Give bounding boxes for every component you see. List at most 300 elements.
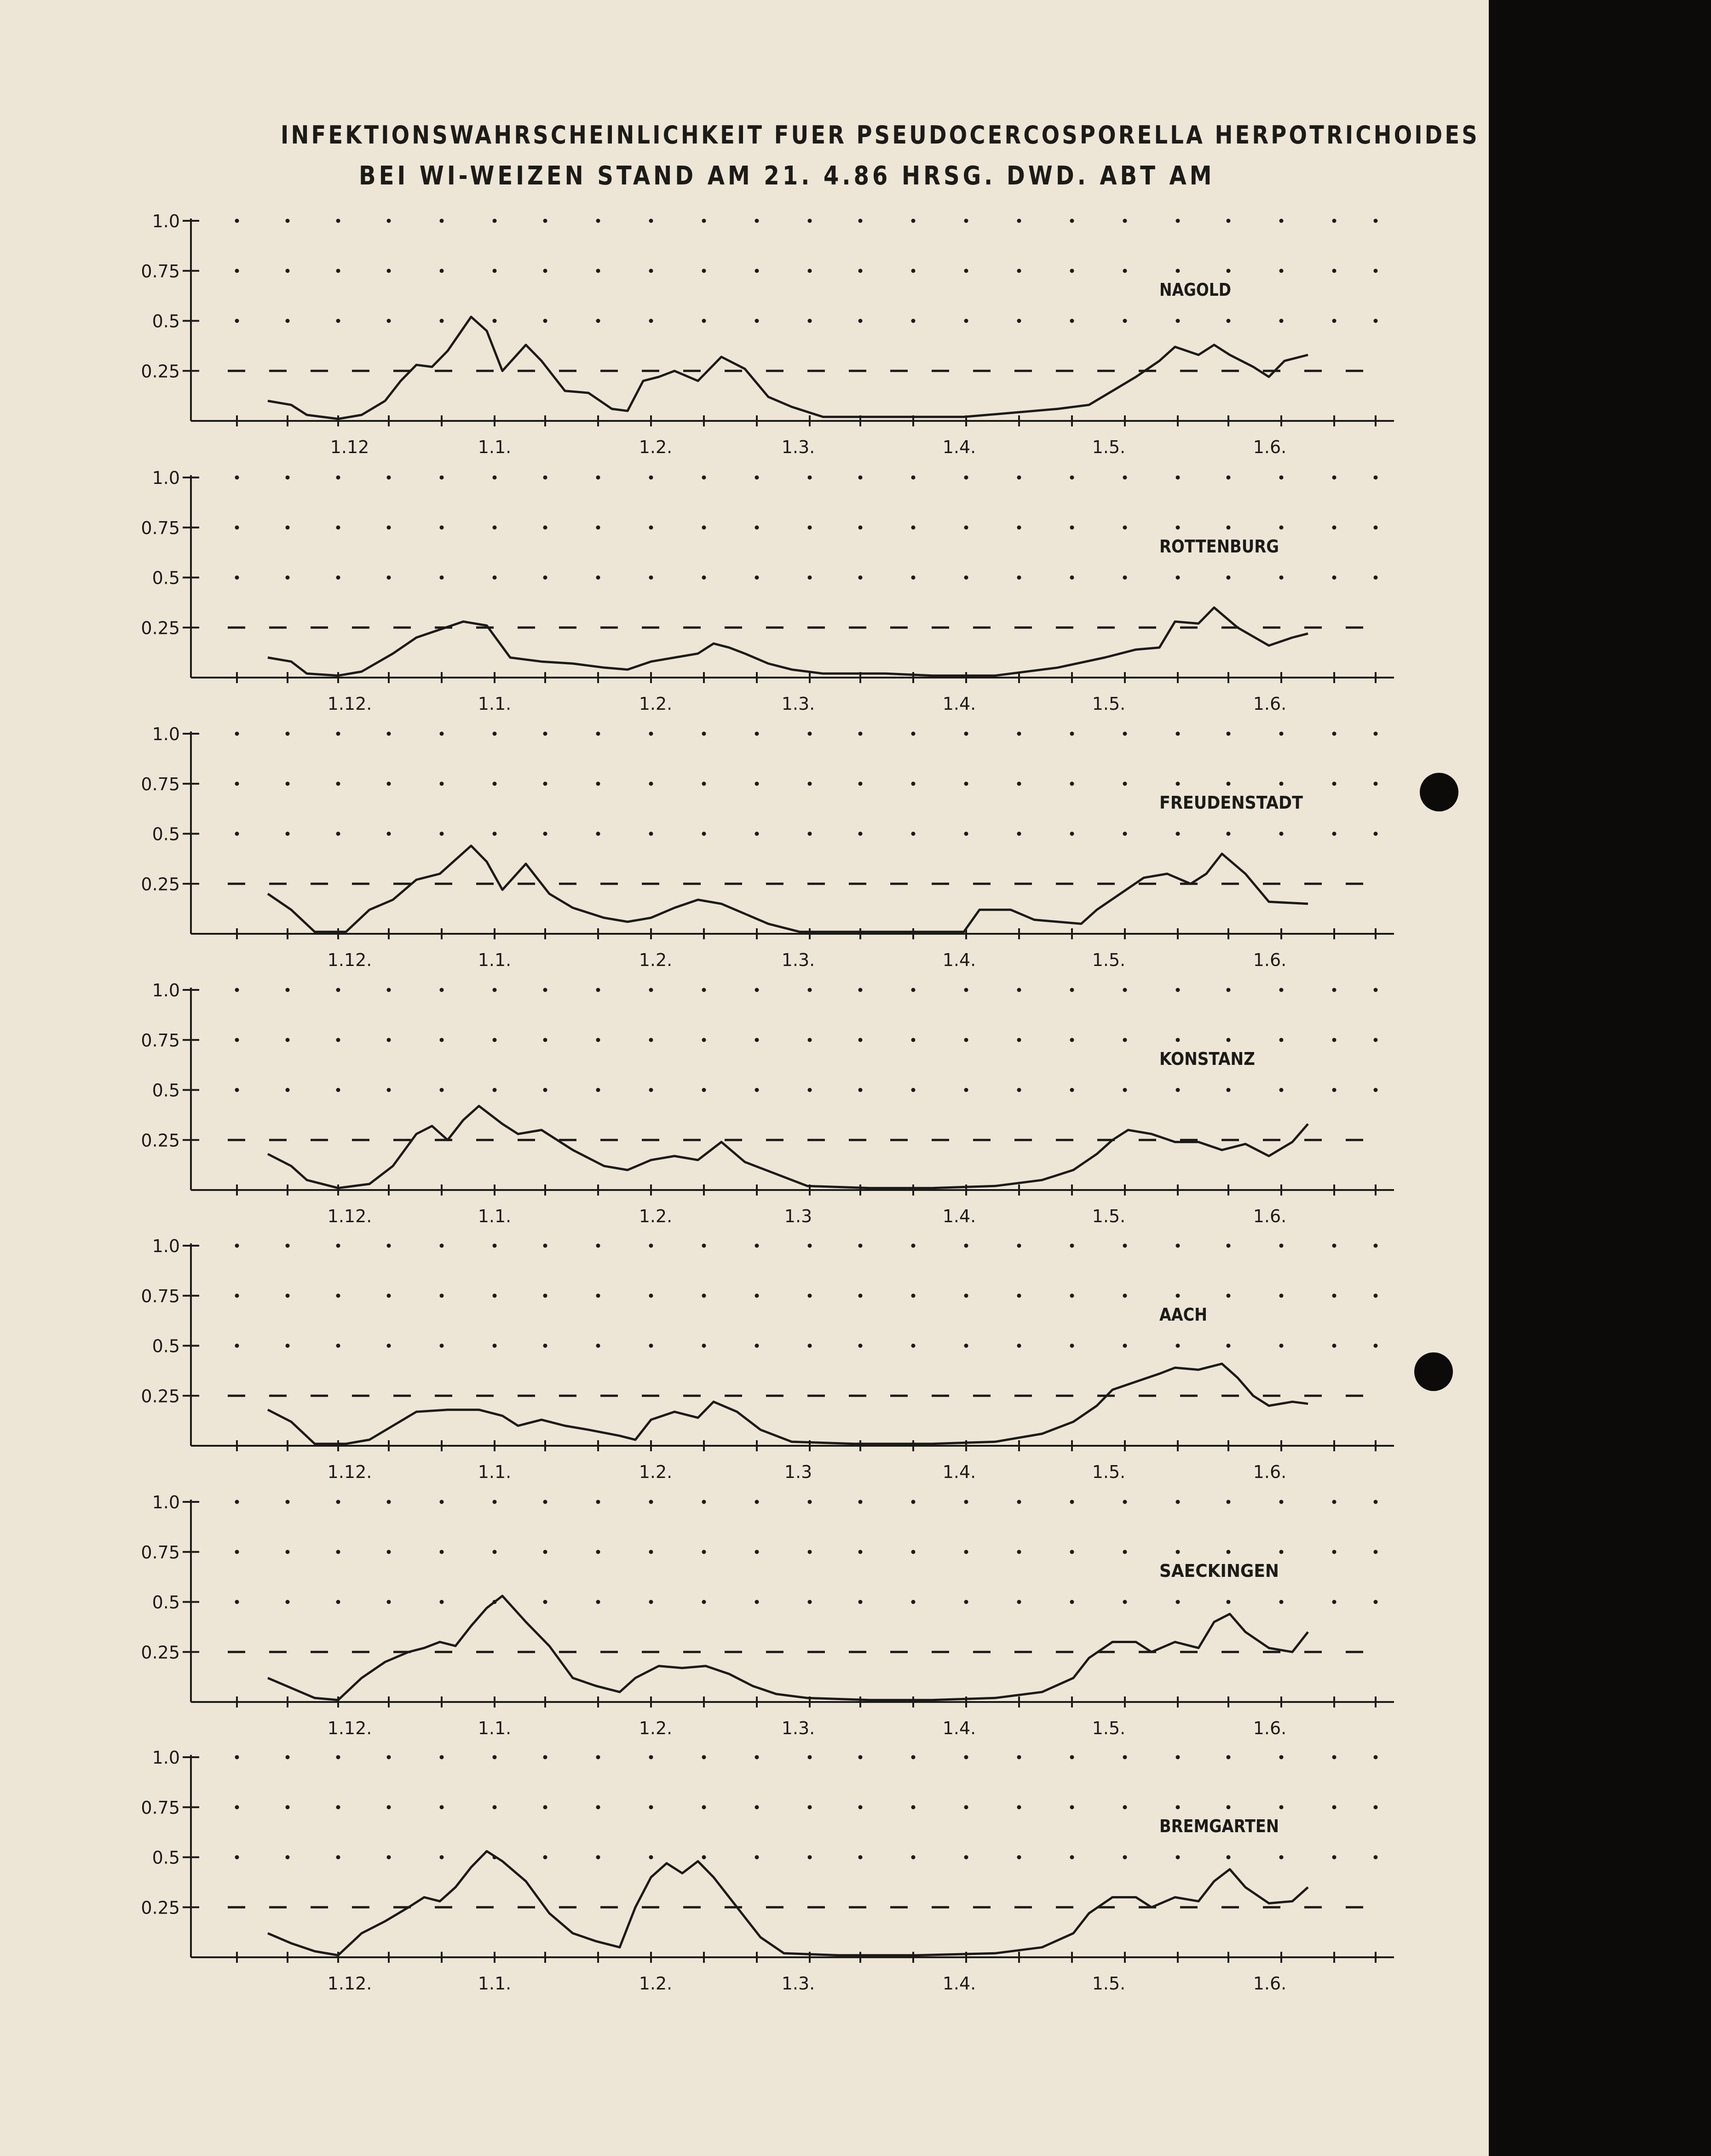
grid-dot: [808, 269, 812, 273]
grid-dot: [649, 575, 653, 580]
panel-bremgarten: [141, 1748, 1394, 1994]
grid-dot: [1176, 319, 1180, 323]
grid-dot: [1227, 1244, 1231, 1248]
grid-dot: [1374, 1088, 1378, 1092]
grid-dot: [1176, 476, 1180, 480]
grid-dot: [1279, 1088, 1284, 1092]
grid-dot: [596, 1294, 600, 1298]
grid-dot: [964, 575, 968, 580]
grid-dot: [858, 782, 863, 786]
grid-dot: [964, 1038, 968, 1042]
grid-dot: [336, 988, 340, 992]
grid-dot: [286, 525, 290, 529]
grid-dot: [1374, 525, 1378, 529]
grid-dot: [336, 476, 340, 480]
grid-dot: [911, 476, 916, 480]
grid-dot: [1017, 1038, 1021, 1042]
grid-dot: [336, 1755, 340, 1759]
y-tick-label: 0.75: [141, 1030, 180, 1051]
grid-dot: [1227, 782, 1231, 786]
grid-dot: [336, 782, 340, 786]
grid-dot: [543, 219, 547, 223]
grid-dot: [1279, 575, 1284, 580]
grid-dot: [1017, 219, 1021, 223]
x-tick-label: 1.5.: [1092, 694, 1126, 714]
panel-nagold: [141, 211, 1394, 457]
grid-dot: [440, 732, 444, 736]
grid-dot: [543, 269, 547, 273]
grid-dot: [964, 269, 968, 273]
grid-dot: [702, 988, 706, 992]
grid-dot: [1332, 732, 1337, 736]
grid-dot: [543, 1088, 547, 1092]
grid-dot: [808, 1855, 812, 1859]
grid-dot: [1176, 1088, 1180, 1092]
grid-dot: [1227, 1755, 1231, 1759]
grid-dot: [336, 1600, 340, 1604]
grid-dot: [440, 1550, 444, 1554]
grid-dot: [387, 782, 391, 786]
grid-dot: [858, 1855, 863, 1859]
grid-dot: [387, 1600, 391, 1604]
punch-hole: [1420, 773, 1458, 811]
grid-dot: [1176, 1244, 1180, 1248]
grid-dot: [808, 1500, 812, 1504]
grid-dot: [1279, 269, 1284, 273]
grid-dot: [596, 219, 600, 223]
grid-dot: [858, 732, 863, 736]
x-tick-label: 1.1.: [478, 437, 512, 457]
grid-dot: [1123, 1755, 1127, 1759]
grid-dot: [1279, 732, 1284, 736]
grid-dot: [1123, 732, 1127, 736]
grid-dot: [235, 219, 239, 223]
grid-dot: [1332, 476, 1337, 480]
grid-dot: [1332, 1294, 1337, 1298]
y-tick-label: 0.75: [141, 774, 180, 794]
x-tick-label: 1.12.: [327, 694, 372, 714]
grid-dot: [964, 1344, 968, 1348]
grid-dot: [235, 1038, 239, 1042]
x-tick-label: 1.5.: [1092, 1462, 1126, 1482]
grid-dot: [235, 1755, 239, 1759]
grid-dot: [286, 1344, 290, 1348]
grid-dot: [440, 1244, 444, 1248]
grid-dot: [1279, 525, 1284, 529]
x-tick-label: 1.5.: [1092, 1206, 1126, 1226]
grid-dot: [1123, 782, 1127, 786]
grid-dot: [440, 575, 444, 580]
grid-dot: [755, 988, 759, 992]
series-line: [268, 846, 1308, 932]
x-tick-label: 1.12.: [327, 950, 372, 970]
grid-dot: [1123, 1500, 1127, 1504]
grid-dot: [808, 1244, 812, 1248]
grid-dot: [286, 1500, 290, 1504]
grid-dot: [440, 319, 444, 323]
x-tick-label: 1.5.: [1092, 950, 1126, 970]
grid-dot: [543, 732, 547, 736]
grid-dot: [493, 575, 497, 580]
grid-dot: [493, 732, 497, 736]
grid-dot: [755, 269, 759, 273]
grid-dot: [808, 732, 812, 736]
grid-dot: [1017, 1294, 1021, 1298]
grid-dot: [440, 1088, 444, 1092]
grid-dot: [440, 782, 444, 786]
grid-dot: [1374, 782, 1378, 786]
grid-dot: [1332, 1088, 1337, 1092]
grid-dot: [808, 1755, 812, 1759]
grid-dot: [286, 1600, 290, 1604]
chart-subtitle: BEI WI-WEIZEN STAND AM 21. 4.86 HRSG. DWD. ABT AM: [359, 161, 1215, 191]
grid-dot: [493, 525, 497, 529]
grid-dot: [1374, 832, 1378, 836]
grid-dot: [1070, 1244, 1074, 1248]
x-tick-label: 1.3.: [781, 1973, 815, 1994]
grid-dot: [387, 1805, 391, 1809]
grid-dot: [1332, 219, 1337, 223]
station-label: SAECKINGEN: [1159, 1561, 1279, 1581]
grid-dot: [440, 1600, 444, 1604]
x-tick-label: 1.4.: [942, 1206, 976, 1226]
y-tick-label: 0.5: [152, 311, 180, 332]
grid-dot: [543, 988, 547, 992]
grid-dot: [543, 525, 547, 529]
grid-dot: [911, 1600, 916, 1604]
grid-dot: [1017, 1344, 1021, 1348]
grid-dot: [1279, 1038, 1284, 1042]
grid-dot: [596, 476, 600, 480]
grid-dot: [1070, 319, 1074, 323]
grid-dot: [387, 1500, 391, 1504]
grid-dot: [1374, 1550, 1378, 1554]
grid-dot: [1279, 1805, 1284, 1809]
grid-dot: [858, 269, 863, 273]
grid-dot: [1123, 1550, 1127, 1554]
y-tick-label: 0.5: [152, 1592, 180, 1613]
grid-dot: [1070, 269, 1074, 273]
grid-dot: [543, 1244, 547, 1248]
grid-dot: [336, 1294, 340, 1298]
grid-dot: [1332, 525, 1337, 529]
grid-dot: [440, 988, 444, 992]
grid-dot: [387, 269, 391, 273]
grid-dot: [858, 1294, 863, 1298]
x-tick-label: 1.6.: [1253, 1718, 1287, 1738]
grid-dot: [235, 782, 239, 786]
grid-dot: [964, 476, 968, 480]
grid-dot: [440, 219, 444, 223]
x-tick-label: 1.6.: [1253, 694, 1287, 714]
grid-dot: [387, 832, 391, 836]
grid-dot: [858, 575, 863, 580]
grid-dot: [858, 1344, 863, 1348]
grid-dot: [858, 319, 863, 323]
y-tick-label: 1.0: [152, 211, 180, 231]
grid-dot: [911, 1500, 916, 1504]
grid-dot: [1017, 269, 1021, 273]
panel-saeckingen: [141, 1492, 1394, 1738]
grid-dot: [808, 1038, 812, 1042]
x-tick-label: 1.2.: [639, 950, 673, 970]
grid-dot: [1123, 476, 1127, 480]
grid-dot: [964, 1805, 968, 1809]
grid-dot: [755, 1038, 759, 1042]
x-tick-label: 1.3.: [781, 950, 815, 970]
grid-dot: [543, 1805, 547, 1809]
x-tick-label: 1.1.: [478, 1718, 512, 1738]
grid-dot: [911, 1344, 916, 1348]
grid-dot: [1017, 782, 1021, 786]
grid-dot: [1374, 1500, 1378, 1504]
grid-dot: [336, 732, 340, 736]
grid-dot: [1070, 732, 1074, 736]
y-tick-label: 0.5: [152, 1847, 180, 1868]
grid-dot: [702, 219, 706, 223]
grid-dot: [1279, 1294, 1284, 1298]
series-line: [268, 1851, 1308, 1955]
grid-dot: [596, 732, 600, 736]
binder-strip: [1489, 0, 1711, 2156]
grid-dot: [911, 575, 916, 580]
grid-dot: [1070, 1855, 1074, 1859]
grid-dot: [235, 575, 239, 580]
grid-dot: [1374, 1600, 1378, 1604]
grid-dot: [964, 988, 968, 992]
grid-dot: [235, 1855, 239, 1859]
grid-dot: [755, 1344, 759, 1348]
grid-dot: [1279, 1344, 1284, 1348]
grid-dot: [649, 782, 653, 786]
y-tick-label: 0.25: [141, 1642, 180, 1663]
grid-dot: [755, 1088, 759, 1092]
grid-dot: [596, 269, 600, 273]
station-label: BREMGARTEN: [1159, 1816, 1279, 1836]
grid-dot: [596, 525, 600, 529]
grid-dot: [858, 1550, 863, 1554]
grid-dot: [286, 988, 290, 992]
grid-dot: [1279, 476, 1284, 480]
grid-dot: [543, 1550, 547, 1554]
grid-dot: [858, 525, 863, 529]
grid-dot: [596, 1855, 600, 1859]
grid-dot: [543, 1294, 547, 1298]
grid-dot: [649, 1805, 653, 1809]
grid-dot: [596, 1038, 600, 1042]
grid-dot: [649, 1550, 653, 1554]
grid-dot: [440, 832, 444, 836]
grid-dot: [387, 988, 391, 992]
x-tick-label: 1.2.: [639, 1718, 673, 1738]
grid-dot: [702, 1294, 706, 1298]
grid-dot: [1070, 1038, 1074, 1042]
grid-dot: [336, 319, 340, 323]
grid-dot: [649, 1344, 653, 1348]
grid-dot: [493, 319, 497, 323]
y-tick-label: 0.5: [152, 568, 180, 588]
grid-dot: [493, 1805, 497, 1809]
grid-dot: [286, 1088, 290, 1092]
grid-dot: [858, 476, 863, 480]
grid-dot: [1017, 1600, 1021, 1604]
grid-dot: [1176, 1805, 1180, 1809]
grid-dot: [649, 988, 653, 992]
grid-dot: [911, 219, 916, 223]
y-tick-label: 0.25: [141, 1130, 180, 1151]
punch-hole: [1414, 1352, 1453, 1391]
grid-dot: [440, 1344, 444, 1348]
station-label: KONSTANZ: [1159, 1049, 1255, 1069]
grid-dot: [387, 476, 391, 480]
grid-dot: [1176, 832, 1180, 836]
x-tick-label: 1.12.: [327, 1718, 372, 1738]
grid-dot: [286, 1244, 290, 1248]
y-tick-label: 1.0: [152, 1236, 180, 1256]
grid-dot: [387, 1550, 391, 1554]
x-tick-label: 1.3: [784, 1462, 812, 1482]
grid-dot: [1017, 575, 1021, 580]
grid-dot: [596, 1550, 600, 1554]
grid-dot: [543, 1600, 547, 1604]
grid-dot: [493, 219, 497, 223]
series-line: [268, 1364, 1308, 1444]
x-tick-label: 1.3.: [781, 1718, 815, 1738]
y-tick-label: 0.25: [141, 618, 180, 638]
x-tick-label: 1.12.: [327, 1462, 372, 1482]
grid-dot: [1017, 832, 1021, 836]
grid-dot: [1176, 1038, 1180, 1042]
grid-dot: [543, 1855, 547, 1859]
grid-dot: [1176, 575, 1180, 580]
grid-dot: [1070, 476, 1074, 480]
grid-dot: [596, 832, 600, 836]
grid-dot: [1176, 269, 1180, 273]
grid-dot: [649, 219, 653, 223]
grid-dot: [336, 575, 340, 580]
grid-dot: [1227, 1855, 1231, 1859]
grid-dot: [702, 269, 706, 273]
grid-dot: [286, 476, 290, 480]
grid-dot: [1332, 1500, 1337, 1504]
grid-dot: [702, 1805, 706, 1809]
grid-dot: [440, 1755, 444, 1759]
grid-dot: [702, 1500, 706, 1504]
grid-dot: [336, 1344, 340, 1348]
y-tick-label: 0.5: [152, 1080, 180, 1101]
grid-dot: [387, 1294, 391, 1298]
grid-dot: [493, 832, 497, 836]
grid-dot: [1332, 782, 1337, 786]
grid-dot: [702, 319, 706, 323]
grid-dot: [1279, 1600, 1284, 1604]
grid-dot: [235, 1294, 239, 1298]
x-tick-label: 1.2.: [639, 1206, 673, 1226]
grid-dot: [858, 1500, 863, 1504]
grid-dot: [596, 1755, 600, 1759]
grid-dot: [1279, 219, 1284, 223]
y-tick-label: 0.25: [141, 361, 180, 382]
grid-dot: [1227, 1344, 1231, 1348]
grid-dot: [755, 1805, 759, 1809]
grid-dot: [911, 525, 916, 529]
x-tick-label: 1.6.: [1253, 437, 1287, 457]
grid-dot: [858, 1805, 863, 1809]
grid-dot: [387, 1038, 391, 1042]
grid-dot: [543, 1038, 547, 1042]
grid-dot: [1227, 219, 1231, 223]
grid-dot: [596, 575, 600, 580]
grid-dot: [336, 1244, 340, 1248]
grid-dot: [1374, 732, 1378, 736]
series-line: [268, 1596, 1308, 1700]
grid-dot: [235, 1600, 239, 1604]
grid-dot: [1227, 476, 1231, 480]
grid-dot: [702, 732, 706, 736]
grid-dot: [755, 1550, 759, 1554]
grid-dot: [493, 988, 497, 992]
grid-dot: [808, 476, 812, 480]
grid-dot: [336, 269, 340, 273]
grid-dot: [808, 1294, 812, 1298]
x-tick-label: 1.4.: [942, 1718, 976, 1738]
x-tick-label: 1.4.: [942, 694, 976, 714]
grid-dot: [1123, 219, 1127, 223]
grid-dot: [336, 219, 340, 223]
grid-dot: [911, 1855, 916, 1859]
grid-dot: [1176, 732, 1180, 736]
y-tick-label: 0.75: [141, 517, 180, 538]
grid-dot: [1070, 1088, 1074, 1092]
grid-dot: [1279, 1855, 1284, 1859]
grid-dot: [702, 832, 706, 836]
series-line: [268, 1106, 1308, 1188]
grid-dot: [1017, 319, 1021, 323]
grid-dot: [1374, 575, 1378, 580]
grid-dot: [858, 1038, 863, 1042]
y-tick-label: 0.75: [141, 1542, 180, 1563]
grid-dot: [808, 1805, 812, 1809]
grid-dot: [964, 732, 968, 736]
x-tick-label: 1.1.: [478, 1973, 512, 1994]
grid-dot: [1017, 1244, 1021, 1248]
grid-dot: [235, 1805, 239, 1809]
x-tick-label: 1.12: [330, 437, 369, 457]
grid-dot: [336, 525, 340, 529]
grid-dot: [1227, 575, 1231, 580]
grid-dot: [1227, 1805, 1231, 1809]
grid-dot: [964, 319, 968, 323]
grid-dot: [1227, 1600, 1231, 1604]
grid-dot: [1374, 988, 1378, 992]
grid-dot: [808, 319, 812, 323]
y-tick-label: 1.0: [152, 1492, 180, 1512]
grid-dot: [387, 219, 391, 223]
grid-dot: [911, 782, 916, 786]
grid-dot: [649, 1755, 653, 1759]
grid-dot: [1176, 1755, 1180, 1759]
grid-dot: [286, 575, 290, 580]
grid-dot: [286, 219, 290, 223]
x-tick-label: 1.4.: [942, 1973, 976, 1994]
y-tick-label: 0.75: [141, 1797, 180, 1818]
grid-dot: [702, 575, 706, 580]
x-tick-label: 1.4.: [942, 950, 976, 970]
grid-dot: [1070, 1294, 1074, 1298]
grid-dot: [1279, 1550, 1284, 1554]
grid-dot: [440, 269, 444, 273]
grid-dot: [964, 832, 968, 836]
